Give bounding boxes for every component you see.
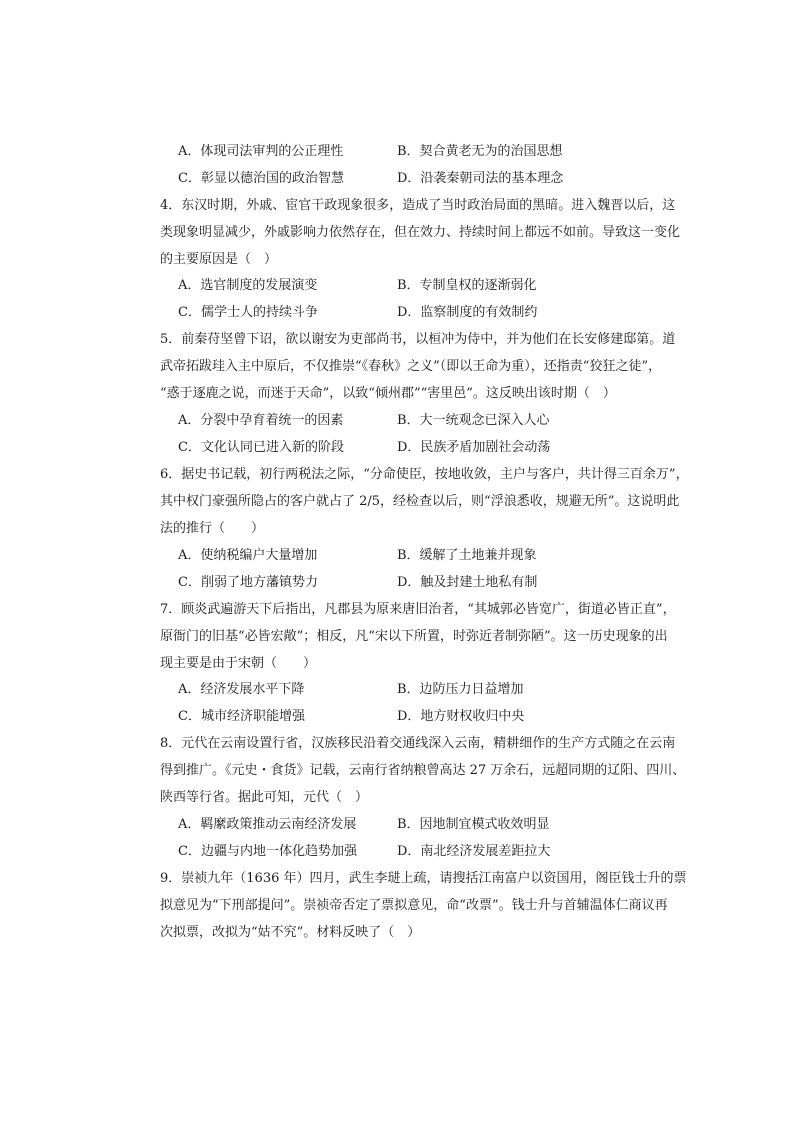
q8-option-b[interactable]: B．因地制宜模式收效明显 — [397, 817, 550, 832]
q7-option-d[interactable]: D．地方财权收归中央 — [397, 709, 525, 724]
q5-option-d[interactable]: D．民族矛盾加剧社会动荡 — [397, 440, 551, 455]
q7-option-b[interactable]: B．边防压力日益增加 — [397, 682, 524, 697]
q5-stem-line-3: “惑于逐鹿之说，而迷于天命”，以致“倾州郡”“害里邑”。这反映出该时期（ ） — [160, 386, 616, 401]
q7-option-a[interactable]: A．经济发展水平下降 — [178, 682, 305, 697]
q5-option-a[interactable]: A．分裂中孕育着统一的因素 — [178, 413, 344, 428]
q4-option-a[interactable]: A．选官制度的发展演变 — [178, 278, 318, 293]
q6-option-d[interactable]: D．触及封建土地私有制 — [397, 575, 538, 590]
q3-option-a[interactable]: A．体现司法审判的公正理性 — [178, 144, 344, 159]
q6-stem-line-3: 法的推行（ ） — [160, 521, 265, 536]
q6-option-a[interactable]: A．使纳税编户大量增加 — [178, 548, 318, 563]
q8-stem-line-1: 8．元代在云南设置行省，汉族移民沿着交通线深入云南，精耕细作的生产方式随之在云南 — [160, 736, 676, 751]
q4-stem-line-3: 的主要原因是（ ） — [160, 252, 278, 267]
q4-stem-line-2: 类现象明显减少，外戚影响力依然存在，但在效力、持续时间上都远不如前。导致这一变化 — [160, 225, 681, 240]
q6-stem-line-1: 6．据史书记载，初行两税法之际，“分命使臣，按地收敛，主户与客户，共计得三百余万”， — [160, 467, 689, 482]
q5-option-c[interactable]: C．文化认同已进入新的阶段 — [178, 440, 344, 455]
q4-option-d[interactable]: D．监察制度的有效制约 — [397, 305, 538, 320]
q6-stem-line-2: 其中权门豪强所隐占的客户就占了 2/5，经检查以后，则“浮浪悉收，规避无所”。这说明此 — [160, 494, 680, 509]
q3-option-d[interactable]: D．沿袭秦朝司法的基本理念 — [397, 171, 564, 186]
q5-option-b[interactable]: B．大一统观念已深入人心 — [397, 413, 550, 428]
q8-option-d[interactable]: D．南北经济发展差距拉大 — [397, 844, 551, 859]
q8-stem-line-3: 陕西等行省。据此可知，元代（ ） — [160, 790, 369, 805]
q4-option-c[interactable]: C．儒学士人的持续斗争 — [178, 305, 318, 320]
q9-stem-line-1: 9．崇祯九年（1636 年）四月，武生李琎上疏，请搜括江南富户以资国用，阁臣钱士升的票 — [160, 871, 687, 886]
q8-option-a[interactable]: A．羁縻政策推动云南经济发展 — [178, 817, 357, 832]
q4-option-b[interactable]: B．专制皇权的逐渐弱化 — [397, 278, 537, 293]
q8-option-c[interactable]: C．边疆与内地一体化趋势加强 — [178, 844, 357, 859]
q9-stem-line-3: 次拟票，改拟为“姑不究”。材料反映了（ ） — [160, 925, 421, 940]
q5-stem-line-2: 武帝拓跋珪入主中原后，不仅推崇“《春秋》之义”（即以王命为重），还指责“狡狂之徒”， — [160, 359, 662, 374]
q6-option-c[interactable]: C．削弱了地方藩镇势力 — [178, 575, 318, 590]
q7-stem-line-3: 现主要是由于宋朝（ ） — [160, 656, 317, 671]
q4-stem-line-1: 4．东汉时期，外戚、宦官干政现象很多，造成了当时政治局面的黑暗。进入魏晋以后，这 — [160, 198, 676, 213]
q9-stem-line-2: 拟意见为“下刑部提问”。崇祯帝否定了票拟意见，命“改票”。钱士升与首辅温体仁商议再 — [160, 898, 668, 913]
q7-option-c[interactable]: C．城市经济职能增强 — [178, 709, 305, 724]
q3-option-c[interactable]: C．彰显以德治国的政治智慧 — [178, 171, 344, 186]
q8-stem-line-2: 得到推广。《元史・食货》记载，云南行省纳粮曾高达 27 万余石，远超同期的辽阳、四川、 — [160, 763, 686, 778]
q6-option-b[interactable]: B．缓解了土地兼并现象 — [397, 548, 537, 563]
q7-stem-line-2: 原衙门的旧基“必皆宏敞”；相反，凡“宋以下所置，时弥近者制弥陋”。这一历史现象的出 — [160, 629, 668, 644]
q5-stem-line-1: 5．前秦苻坚曾下诏，欲以谢安为吏部尚书，以桓冲为侍中，并为他们在长安修建邸第。道 — [160, 332, 676, 347]
q7-stem-line-1: 7．顾炎武遍游天下后指出，凡郡县为原来唐旧治者，“其城郭必皆宽广，街道必皆正直”， — [160, 602, 676, 617]
q3-option-b[interactable]: B．契合黄老无为的治国思想 — [397, 144, 563, 159]
